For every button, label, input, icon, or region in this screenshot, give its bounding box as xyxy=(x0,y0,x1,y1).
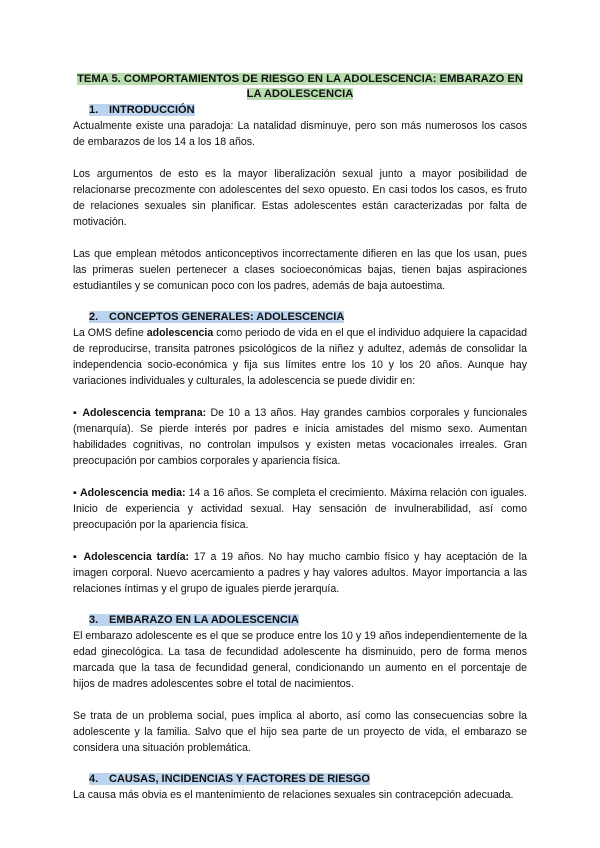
section-heading-causas xyxy=(73,772,527,787)
section-title: EMBARAZO EN LA ADOLESCENCIA xyxy=(109,614,299,626)
section-title: CAUSAS, INCIDENCIAS Y FACTORES DE RIESGO xyxy=(109,773,370,785)
paragraph: Los argumentos de esto es la mayor liberalización sexual junto a mayor posibilidad de relacionarse precozmente con adolescentes del sexo opuesto. En casi todos los casos, es fruto de relaciones sexuales sin planificar. Estas adolescentes están caracterizadas por falta de motivación. xyxy=(73,168,527,228)
paragraph: Las que emplean métodos anticonceptivos incorrectamente difieren en las que los usan, pues las primeras suelen pertenecer a clases socioeconómicas bajas, tienen bajas aspiraciones estudiantiles y se comunican poco con los padres, además de baja autoestima. xyxy=(73,248,527,292)
section-number: 3. xyxy=(89,614,99,626)
list-item-temprana: ▪ Adolescencia temprana: De 10 a 13 años. Hay grandes cambios corporales y funcionales (menarquía). Se pierde interés por padres e inicia amistades del mismo sexo. Aumentan habilidades cognitivas, no controlan impulsos y existen metas vocacionales irreales. Gran preocupación por cambios corporales y apariencia física. xyxy=(73,407,527,467)
section-number: 1. xyxy=(89,104,99,116)
bullet-icon: ▪ xyxy=(73,551,79,563)
document-title xyxy=(73,72,527,102)
section-heading-conceptos xyxy=(73,310,527,325)
section-title: CONCEPTOS GENERALES: ADOLESCENCIA xyxy=(109,311,345,323)
paragraph: Actualmente existe una paradoja: La natalidad disminuye, pero son más numerosos los casos de embarazos de los 14 a los 18 años. xyxy=(73,120,527,148)
paragraph: La OMS define adolescencia como periodo de vida en el que el individuo adquiere la capacidad de reproducirse, transita patrones psicológicos de la niñez y adultez, además de consolidar la independencia socio-económica y fija sus límites entre los 10 y los 20 años. Aunque hay variaciones individuales y culturales, la adolescencia se puede dividir en: xyxy=(73,327,528,387)
bullet-icon: ▪ xyxy=(73,407,79,419)
paragraph: Se trata de un problema social, pues implica al aborto, así como las consecuencias sobre la adolescente y la familia. Salvo que el hijo sea parte de un proyecto de vida, el embarazo se considera una situación problemática. xyxy=(73,710,527,754)
section-heading-embarazo xyxy=(73,613,527,628)
paragraph: El embarazo adolescente es el que se produce entre los 10 y 19 años independientemente de la edad ginecológica. La tasa de fecundidad adolescente ha disminuido, pero de forma menos marcada que la tasa de fecundidad general, condicionando un aumento en el porcentaje de hijos de madres adolescentes sobre el total de nacimientos. xyxy=(73,630,527,690)
section-number: 2. xyxy=(89,311,99,323)
list-item-media: ▪ Adolescencia media: 14 a 16 años. Se completa el crecimiento. Máxima relación con iguales. Inicio de experiencia y actividad sexual. Hay sensación de invulnerabilidad, así como preocupación por la apariencia física. xyxy=(73,487,527,531)
list-item-tardia: ▪ Adolescencia tardía: 17 a 19 años. No hay mucho cambio físico y hay aceptación de la imagen corporal. Nuevo acercamiento a padres y hay valores adultos. Mayor importancia a las relaciones íntimas y el grupo de iguales pierde jerarquía. xyxy=(73,551,527,595)
title-text: TEMA 5. COMPORTAMIENTOS DE RIESGO EN LA ADOLESCENCIA: EMBARAZO EN LA ADOLESCENCIA xyxy=(77,73,523,100)
paragraph: La causa más obvia es el mantenimiento de relaciones sexuales sin contracepción adecuada. xyxy=(73,789,514,801)
section-title: INTRODUCCIÓN xyxy=(109,104,195,116)
term-adolescencia: adolescencia xyxy=(146,327,214,339)
section-number: 4. xyxy=(89,773,99,785)
bullet-icon: ▪ xyxy=(73,487,77,499)
section-heading-introduccion xyxy=(73,103,527,118)
